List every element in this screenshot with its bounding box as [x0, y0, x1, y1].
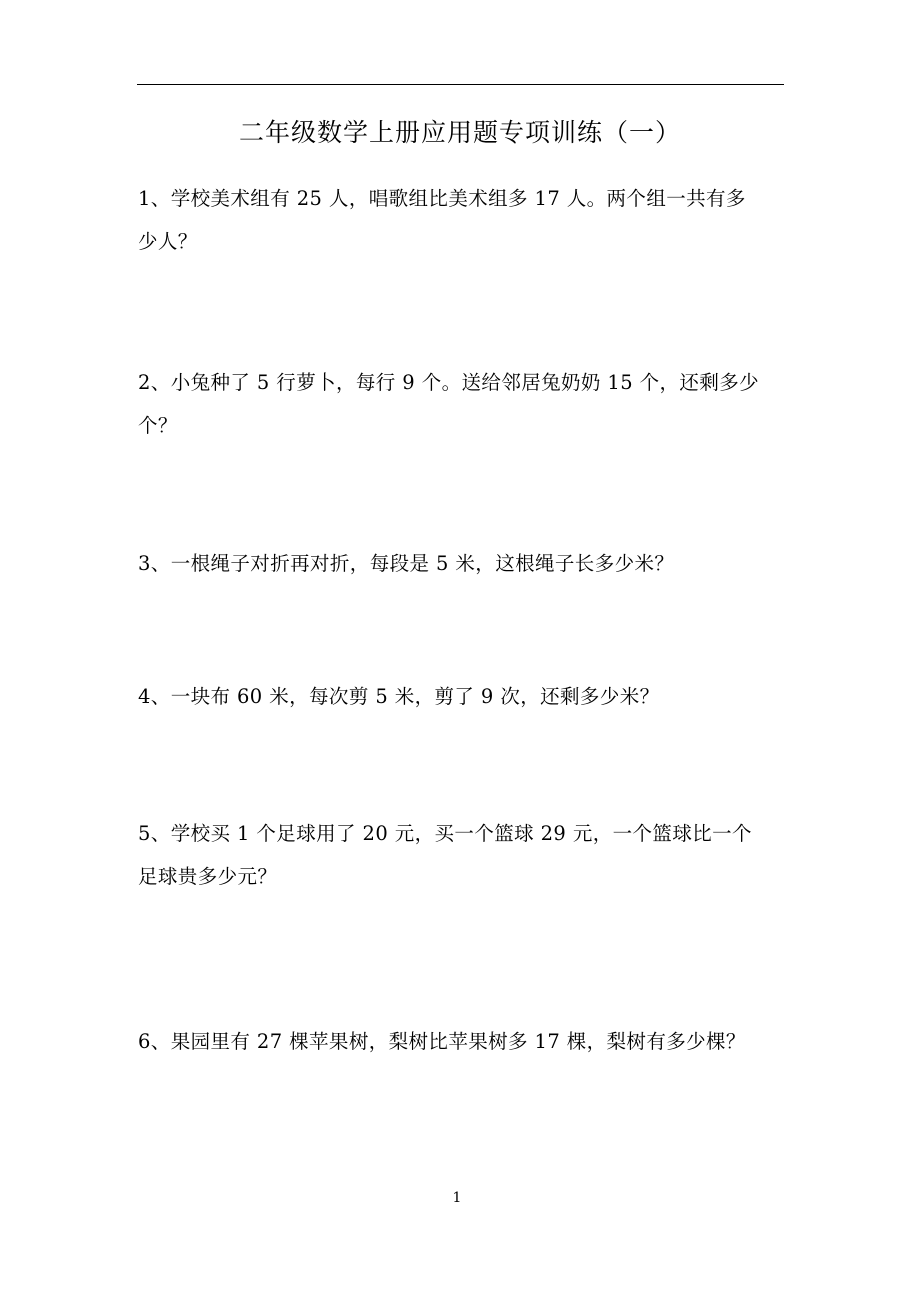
question-6: [138, 1020, 788, 1063]
question-4-line-1: 4、一块布 60 米，每次剪 5 米，剪了 9 次，还剩多少米？: [138, 685, 660, 708]
question-5: [138, 812, 788, 898]
page-number: 1: [452, 1190, 462, 1206]
question-6-line-1: 6、果园里有 27 棵苹果树，梨树比苹果树多 17 棵，梨树有多少棵？: [138, 1030, 746, 1053]
question-2: [138, 361, 788, 447]
question-1: [138, 177, 788, 263]
question-5-line-2: 足球贵多少元？: [138, 865, 278, 888]
question-1-line-2: 少人？: [138, 230, 198, 253]
question-5-line-1: 5、学校买 1 个足球用了 20 元，买一个篮球 29 元，一个篮球比一个: [138, 822, 752, 845]
question-1-line-1: 1、学校美术组有 25 人，唱歌组比美术组多 17 人。两个组一共有多: [138, 187, 746, 210]
header-rule: [137, 84, 784, 85]
page-title: 二年级数学上册应用题专项训练（一）: [238, 118, 681, 147]
question-3-line-1: 3、一根绳子对折再对折，每段是 5 米，这根绳子长多少米？: [138, 552, 675, 575]
question-2-line-2: 个？: [138, 414, 178, 437]
question-4: [138, 675, 788, 718]
question-3: [138, 542, 788, 585]
question-2-line-1: 2、小兔种了 5 行萝卜，每行 9 个。送给邻居兔奶奶 15 个，还剩多少: [138, 371, 760, 394]
